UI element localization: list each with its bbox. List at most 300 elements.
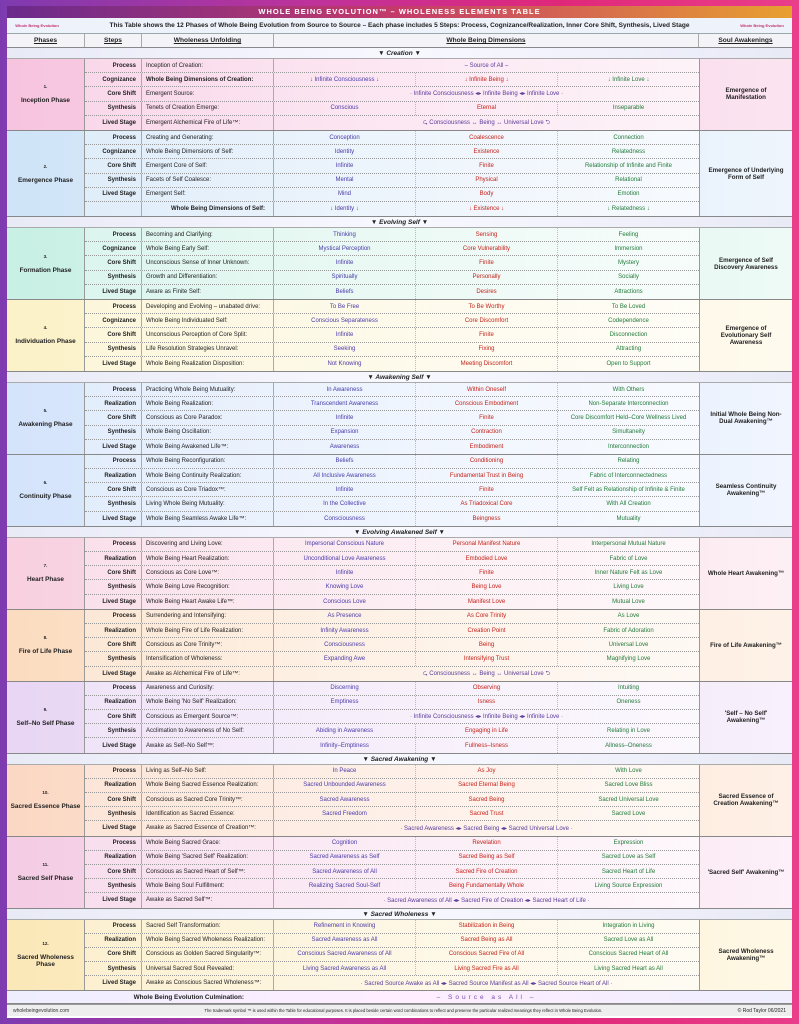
- step-label: Synthesis: [85, 271, 142, 284]
- phase-number: 6.: [43, 480, 48, 486]
- dimension-value: Emptiness: [274, 696, 416, 709]
- dimension-value: Mystical Perception: [274, 242, 416, 255]
- soul-awakening: Seamless Continuity Awakening™: [699, 455, 792, 526]
- phase-name: [7, 59, 85, 130]
- step-label: Core Shift: [85, 710, 142, 723]
- phase-title: Fire of Life Phase: [18, 648, 73, 656]
- unfolding-text: Whole Being Individuated Self:: [142, 314, 274, 327]
- dimension-value: Intuiting: [617, 685, 639, 692]
- dimension-value: Isness: [416, 696, 558, 709]
- dimension-value: All Inclusive Awareness: [274, 469, 416, 482]
- dimension-value: Sacred Being: [416, 793, 558, 806]
- dimension-value: ↓ Infinite Consciousness ↓: [274, 73, 416, 86]
- table-row: [85, 566, 699, 580]
- dimensions-cell: [274, 87, 699, 100]
- unfolding-text: Living as Self–No Self:: [142, 765, 274, 778]
- dimension-value: Living Sacred Fire as All: [416, 962, 558, 975]
- dimensions-cell: [274, 383, 699, 396]
- unfolding-text: Whole Being Heart Awake Life™:: [142, 595, 274, 609]
- unfolding-text: Whole Being 'No Self' Realization:: [142, 696, 274, 709]
- step-label: Cognizance: [85, 73, 142, 86]
- dimension-value: Sacred Unbounded Awareness: [274, 779, 416, 792]
- dimension-value: · Sacred Awareness of All ◂▸ Sacred Fire of Creation ◂▸ Sacred Heart of Life ·: [383, 897, 590, 904]
- unfolding-text: Conscious as Golden Sacred Singularity™:: [142, 948, 274, 961]
- table-row: [85, 837, 699, 851]
- table-row: [85, 538, 699, 552]
- intro-text: This Table shows the 12 Phases of Whole Being Evolution from Source to Source – Each phase includes 5 Steps: Process, Cognizance/Realization, Inner Core Shift, Synthesis, Lived Stage: [109, 22, 690, 29]
- table-row: [85, 948, 699, 962]
- dimension-value: Sacred Universal Love: [598, 796, 659, 803]
- unfolding-text: Awake as Conscious Sacred Wholeness™:: [142, 976, 274, 990]
- phase-name: [7, 228, 85, 299]
- dimension-value: Consciousness: [274, 512, 416, 526]
- unfolding-text: Identification as Sacred Essence:: [142, 807, 274, 820]
- footer-notice: The trademark symbol ™ is used within the Table for educational purposes. It is placed beside certain word combinations to reflect and preserve the particular realized meanings they reflect in Whole Being Evolution.: [204, 1008, 603, 1014]
- dimension-value: Infinite: [274, 159, 416, 172]
- dimension-value: Finite: [416, 483, 558, 496]
- dimension-value: ↓ Identity ↓: [274, 202, 416, 216]
- dimensions-cell: [274, 652, 699, 665]
- table-row: [85, 131, 699, 145]
- table-row: [85, 397, 699, 411]
- step-label: Lived Stage: [85, 667, 142, 681]
- unfolding-text: Conscious as Sacred Heart of Self™:: [142, 865, 274, 878]
- step-label: Cognizance: [85, 314, 142, 327]
- phase-title: Inception Phase: [20, 97, 70, 105]
- unfolding-text: Whole Being Seamless Awake Life™:: [142, 512, 274, 526]
- dimension-value: Sacred Being as All: [416, 934, 558, 947]
- table-row: [85, 174, 699, 188]
- dimension-value: Seeking: [274, 343, 416, 356]
- unfolding-text: Practicing Whole Being Mutuality:: [142, 383, 274, 396]
- header-soul-awakenings: Soul Awakenings: [718, 37, 773, 44]
- dimension-value: Conscious Sacred Awareness of All: [274, 948, 416, 961]
- dimensions-cell: [274, 807, 699, 820]
- phase-block: [7, 538, 792, 610]
- dimension-value: Mystery: [618, 260, 639, 267]
- unfolding-text: Whole Being Soul Fulfillment:: [142, 879, 274, 892]
- section-divider: ▼ Evolving Awakened Self ▼: [7, 527, 792, 538]
- unfolding-text: Emergent Source:: [142, 87, 274, 100]
- dimension-value: Expansion: [274, 426, 416, 439]
- step-label: Realization: [85, 696, 142, 709]
- dimension-value: Being Love: [416, 580, 558, 593]
- dimensions-cell: [274, 821, 699, 835]
- unfolding-text: Surrendering and Intensifying:: [142, 610, 274, 623]
- step-label: Lived Stage: [85, 595, 142, 609]
- culmination-label: Whole Being Evolution Culmination:: [133, 993, 244, 1001]
- table-row: [85, 145, 699, 159]
- dimension-value: ↓ Infinite Love ↓: [607, 76, 650, 83]
- table-row: [85, 610, 699, 624]
- dimension-value: Finite: [416, 256, 558, 269]
- dimension-value: Embodiment: [416, 440, 558, 454]
- dimensions-cell: [274, 879, 699, 892]
- dimension-value: Discerning: [274, 682, 416, 695]
- unfolding-text: Whole Being Heart Realization:: [142, 552, 274, 565]
- dimension-value: Infinity–Emptiness: [274, 738, 416, 752]
- dimension-value: Interpersonal Mutual Nature: [591, 541, 666, 548]
- header-dimensions: Whole Being Dimensions: [274, 34, 699, 47]
- phase-block: [7, 228, 792, 300]
- dimension-value: Disconnection: [609, 331, 648, 338]
- phase-number: 11.: [42, 862, 49, 868]
- step-label: Synthesis: [85, 174, 142, 187]
- soul-awakening: Sacred Wholeness Awakening™: [699, 920, 792, 991]
- dimensions-cell: [274, 948, 699, 961]
- dimension-value: Not Knowing: [274, 357, 416, 371]
- step-label: Core Shift: [85, 566, 142, 579]
- dimensions-cell: [274, 228, 699, 241]
- dimension-value: Eternal: [416, 102, 558, 115]
- dimension-value: Expanding Awe: [274, 652, 416, 665]
- dimension-value: Existence: [416, 145, 558, 158]
- dimension-value: · Infinite Consciousness ◂▸ Infinite Being ◂▸ Infinite Love ·: [409, 91, 564, 98]
- dimensions-cell: [274, 638, 699, 651]
- dimension-value: Relating: [617, 458, 640, 465]
- step-label: Process: [85, 455, 142, 468]
- unfolding-text: Acclimation to Awareness of No Self:: [142, 724, 274, 737]
- unfolding-text: Whole Being Love Recognition:: [142, 580, 274, 593]
- table-row: [85, 552, 699, 566]
- dimensions-cell: [274, 455, 699, 468]
- dimensions-cell: [274, 188, 699, 201]
- dimension-value: Inner Nature Felt as Love: [594, 569, 663, 576]
- dimension-value: Conscious Love: [274, 595, 416, 609]
- phase-title: Sacred Wholeness Phase: [17, 954, 74, 969]
- unfolding-text: Whole Being Reconfiguration:: [142, 455, 274, 468]
- phase-number: 9.: [43, 707, 48, 713]
- dimension-value: Relatedness: [611, 148, 646, 155]
- step-label: [85, 202, 142, 216]
- culmination-value: – Source as All –: [436, 993, 537, 1001]
- step-label: Synthesis: [85, 580, 142, 593]
- phase-name: [7, 682, 85, 753]
- table-row: [85, 159, 699, 173]
- dimensions-cell: [274, 934, 699, 947]
- dimension-value: With All Creation: [606, 501, 651, 508]
- dimensions-cell: [274, 595, 699, 609]
- unfolding-text: Whole Being Awakened Life™:: [142, 440, 274, 454]
- step-label: Realization: [85, 624, 142, 637]
- step-label: Realization: [85, 469, 142, 482]
- dimension-value: Coalescence: [416, 131, 558, 144]
- dimension-value: Infinite: [274, 411, 416, 424]
- unfolding-text: Whole Being Dimensions of Self:: [142, 145, 274, 158]
- dimension-value: Sacred Awareness: [274, 793, 416, 806]
- phase-title: Sacred Essence Phase: [10, 803, 81, 811]
- dimensions-cell: [274, 682, 699, 695]
- step-label: Realization: [85, 397, 142, 410]
- unfolding-text: Inception of Creation:: [142, 59, 274, 72]
- dimensions-cell: [274, 73, 699, 86]
- phase-name: [7, 765, 85, 836]
- phase-name: [7, 538, 85, 609]
- step-label: Core Shift: [85, 483, 142, 496]
- dimension-value: Self Felt as Relationship of Infinite & Finite: [572, 486, 685, 493]
- dimensions-cell: [274, 724, 699, 737]
- dimension-value: Relating in Love: [606, 727, 651, 734]
- dimension-value: To Be Free: [274, 300, 416, 313]
- table-row: [85, 779, 699, 793]
- unfolding-text: Awake as Alchemical Fire of Life™:: [142, 667, 274, 681]
- dimension-value: Stabilization in Being: [416, 920, 558, 933]
- table-row: [85, 102, 699, 116]
- phase-block: [7, 765, 792, 837]
- dimensions-cell: [274, 851, 699, 864]
- table-row: [85, 440, 699, 454]
- dimensions-cell: [274, 357, 699, 371]
- unfolding-text: Whole Being Continuity Realization:: [142, 469, 274, 482]
- dimension-value: Within Oneself: [416, 383, 558, 396]
- dimensions-cell: [274, 837, 699, 850]
- dimension-value: With Others: [612, 386, 645, 393]
- dimension-value: Sacred Love as All: [603, 937, 654, 944]
- phase-name: [7, 131, 85, 216]
- step-label: Process: [85, 682, 142, 695]
- dimensions-cell: [274, 202, 699, 216]
- footer-copyright: © Rod Taylor 06/2021: [737, 1007, 786, 1014]
- step-label: Synthesis: [85, 724, 142, 737]
- table-row: [85, 962, 699, 976]
- table-row: [85, 328, 699, 342]
- table-row: [85, 765, 699, 779]
- dimension-value: Beliefs: [274, 455, 416, 468]
- step-label: Lived Stage: [85, 357, 142, 371]
- dimensions-cell: [274, 411, 699, 424]
- dimension-value: Sacred Awareness as Self: [274, 851, 416, 864]
- dimensions-cell: [274, 116, 699, 130]
- step-label: Lived Stage: [85, 512, 142, 526]
- unfolding-text: Awake as Sacred Self™:: [142, 893, 274, 907]
- table-row: [85, 271, 699, 285]
- dimension-value: Desires: [416, 285, 558, 299]
- table-row: [85, 483, 699, 497]
- unfolding-text: Aware as Finite Self:: [142, 285, 274, 299]
- section-divider: ▼ Sacred Wholeness ▼: [7, 909, 792, 920]
- phase-number: 2.: [43, 163, 48, 169]
- dimensions-cell: [274, 145, 699, 158]
- dimension-value: Sacred Love Bliss: [604, 782, 653, 789]
- dimensions-cell: [274, 962, 699, 975]
- phase-block: [7, 920, 792, 992]
- dimensions-cell: [274, 483, 699, 496]
- dimensions-cell: [274, 271, 699, 284]
- table-row: [85, 976, 699, 990]
- soul-awakening: 'Self – No Self' Awakening™: [699, 682, 792, 753]
- dimension-value: Infinite: [274, 328, 416, 341]
- dimension-value: Integration in Living: [602, 923, 655, 930]
- dimension-value: Intensifying Trust: [416, 652, 558, 665]
- phase-name: [7, 300, 85, 371]
- dimension-value: Infinite: [274, 256, 416, 269]
- unfolding-text: Whole Being Sacred Wholeness Realization:: [142, 934, 274, 947]
- step-label: Process: [85, 538, 142, 551]
- phase-title: Formation Phase: [19, 266, 72, 274]
- table-row: [85, 793, 699, 807]
- dimension-value: Revelation: [416, 837, 558, 850]
- unfolding-text: Whole Being Sacred Grace:: [142, 837, 274, 850]
- unfolding-text: Whole Being Dimensions of Creation:: [142, 73, 274, 86]
- intro-bar: [7, 18, 792, 34]
- unfolding-text: Emergent Alchemical Fire of Life™:: [142, 116, 274, 130]
- dimension-value: Fabric of Interconnectedness: [589, 472, 668, 479]
- dimension-value: Fixing: [416, 343, 558, 356]
- dimension-value: Creation Point: [416, 624, 558, 637]
- dimension-value: Sacred Freedom: [274, 807, 416, 820]
- dimension-value: To Be Worthy: [416, 300, 558, 313]
- dimensions-cell: [274, 738, 699, 752]
- dimension-value: Relational: [615, 177, 642, 184]
- dimension-value: Universal Love: [608, 641, 649, 648]
- dimension-value: As Joy: [416, 765, 558, 778]
- dimensions-cell: [274, 624, 699, 637]
- dimensions-cell: [274, 314, 699, 327]
- unfolding-text: Awareness and Curiosity:: [142, 682, 274, 695]
- step-label: Lived Stage: [85, 821, 142, 835]
- step-label: Lived Stage: [85, 738, 142, 752]
- unfolding-text: Conscious as Core Trinity™:: [142, 638, 274, 651]
- table-row: [85, 411, 699, 425]
- table-row: [85, 851, 699, 865]
- dimension-value: Conscious Embodiment: [416, 397, 558, 410]
- step-label: Synthesis: [85, 426, 142, 439]
- phase-block: [7, 610, 792, 682]
- dimension-value: Embodied Love: [416, 552, 558, 565]
- dimension-value: Magnifying Love: [606, 655, 651, 662]
- table-row: [85, 920, 699, 934]
- step-label: Core Shift: [85, 256, 142, 269]
- step-label: Synthesis: [85, 652, 142, 665]
- dimensions-cell: [274, 765, 699, 778]
- unfolding-text: Developing and Evolving – unabated drive:: [142, 300, 274, 313]
- dimension-value: Impersonal Conscious Nature: [274, 538, 416, 551]
- table-row: [85, 738, 699, 752]
- section-divider: ▼ Evolving Self ▼: [7, 217, 792, 228]
- dimension-value: Thinking: [274, 228, 416, 241]
- step-label: Lived Stage: [85, 440, 142, 454]
- dimension-value: Immersion: [614, 245, 643, 252]
- step-label: Process: [85, 765, 142, 778]
- unfolding-text: Life Resolution Strategies Unravel:: [142, 343, 274, 356]
- header-steps: Steps: [85, 34, 142, 47]
- phase-block: [7, 59, 792, 131]
- step-label: Core Shift: [85, 328, 142, 341]
- phase-name: [7, 610, 85, 681]
- unfolding-text: Creating and Generating:: [142, 131, 274, 144]
- footer-website[interactable]: wholebeingevolution.com: [13, 1007, 70, 1014]
- dimensions-cell: [274, 174, 699, 187]
- dimension-value: Being: [416, 638, 558, 651]
- phase-name: [7, 920, 85, 991]
- phase-number: 8.: [43, 635, 48, 641]
- phase-number: 7.: [43, 563, 48, 569]
- dimensions-cell: [274, 667, 699, 681]
- step-label: Cognizance: [85, 145, 142, 158]
- dimension-value: Finite: [416, 328, 558, 341]
- table-row: [85, 497, 699, 511]
- dimension-value: Beliefs: [274, 285, 416, 299]
- dimension-value: Sacred Fire of Creation: [416, 865, 558, 878]
- section-divider: ▼ Creation ▼: [7, 48, 792, 59]
- unfolding-text: Awake as Sacred Essence of Creation™:: [142, 821, 274, 835]
- dimension-value: Knowing Love: [274, 580, 416, 593]
- unfolding-text: Whole Being Early Self:: [142, 242, 274, 255]
- dimension-value: Observing: [416, 682, 558, 695]
- dimension-value: Contraction: [416, 426, 558, 439]
- dimension-value: Conscious Sacred Fire of All: [416, 948, 558, 961]
- table-row: [85, 383, 699, 397]
- unfolding-text: Whole Being Dimensions of Self:: [142, 202, 274, 216]
- dimension-value: To Be Loved: [611, 303, 646, 310]
- dimension-value: Cognition: [274, 837, 416, 850]
- table-row: [85, 807, 699, 821]
- dimension-value: Fullness–Isness: [416, 738, 558, 752]
- step-label: Process: [85, 131, 142, 144]
- dimension-value: Identity: [274, 145, 416, 158]
- step-label: Lived Stage: [85, 893, 142, 907]
- dimensions-cell: [274, 580, 699, 593]
- table-row: [85, 595, 699, 609]
- table-row: [85, 426, 699, 440]
- dimensions-cell: [274, 256, 699, 269]
- dimension-value: Finite: [416, 411, 558, 424]
- phase-title: Self–No Self Phase: [16, 720, 75, 728]
- step-label: Realization: [85, 851, 142, 864]
- dimension-value: Infinity Awareness: [274, 624, 416, 637]
- table-row: [85, 512, 699, 526]
- dimension-value: Manifest Love: [416, 595, 558, 609]
- table-row: [85, 116, 699, 130]
- dimensions-cell: [274, 512, 699, 526]
- culmination-row: [7, 991, 792, 1004]
- table-row: [85, 893, 699, 907]
- dimension-value: Core Vulnerability: [416, 242, 558, 255]
- step-label: Process: [85, 837, 142, 850]
- soul-awakening: Whole Heart Awakening™: [699, 538, 792, 609]
- phase-number: 3.: [43, 253, 48, 259]
- dimension-value: ↓ Infinite Being ↓: [416, 73, 558, 86]
- table-row: [85, 469, 699, 483]
- phase-title: Continuity Phase: [19, 493, 72, 501]
- step-label: Realization: [85, 552, 142, 565]
- dimension-value: Sacred Awareness as All: [274, 934, 416, 947]
- table-row: [85, 821, 699, 835]
- unfolding-text: Conscious as Emergent Source™:: [142, 710, 274, 723]
- dimension-value: Living Source Expression: [594, 882, 663, 889]
- table-body: [7, 48, 792, 991]
- dimension-value: Refinement in Knowing: [274, 920, 416, 933]
- dimension-value: Living Sacred Awareness as All: [274, 962, 416, 975]
- table-row: [85, 59, 699, 73]
- step-label: Synthesis: [85, 102, 142, 115]
- step-label: Core Shift: [85, 159, 142, 172]
- step-label: Process: [85, 920, 142, 933]
- step-label: Realization: [85, 779, 142, 792]
- dimensions-cell: [274, 566, 699, 579]
- dimensions-cell: [274, 538, 699, 551]
- unfolding-text: Unconscious Sense of Inner Unknown:: [142, 256, 274, 269]
- phase-block: [7, 455, 792, 527]
- step-label: Cognizance: [85, 242, 142, 255]
- column-headers: [7, 34, 792, 48]
- unfolding-text: Intensification of Wholeness:: [142, 652, 274, 665]
- table-row: [85, 188, 699, 202]
- dimension-value: Consciousness: [274, 638, 416, 651]
- phase-block: [7, 682, 792, 754]
- unfolding-text: Whole Being Fire of Life Realization:: [142, 624, 274, 637]
- unfolding-text: Tenets of Creation Emerge:: [142, 102, 274, 115]
